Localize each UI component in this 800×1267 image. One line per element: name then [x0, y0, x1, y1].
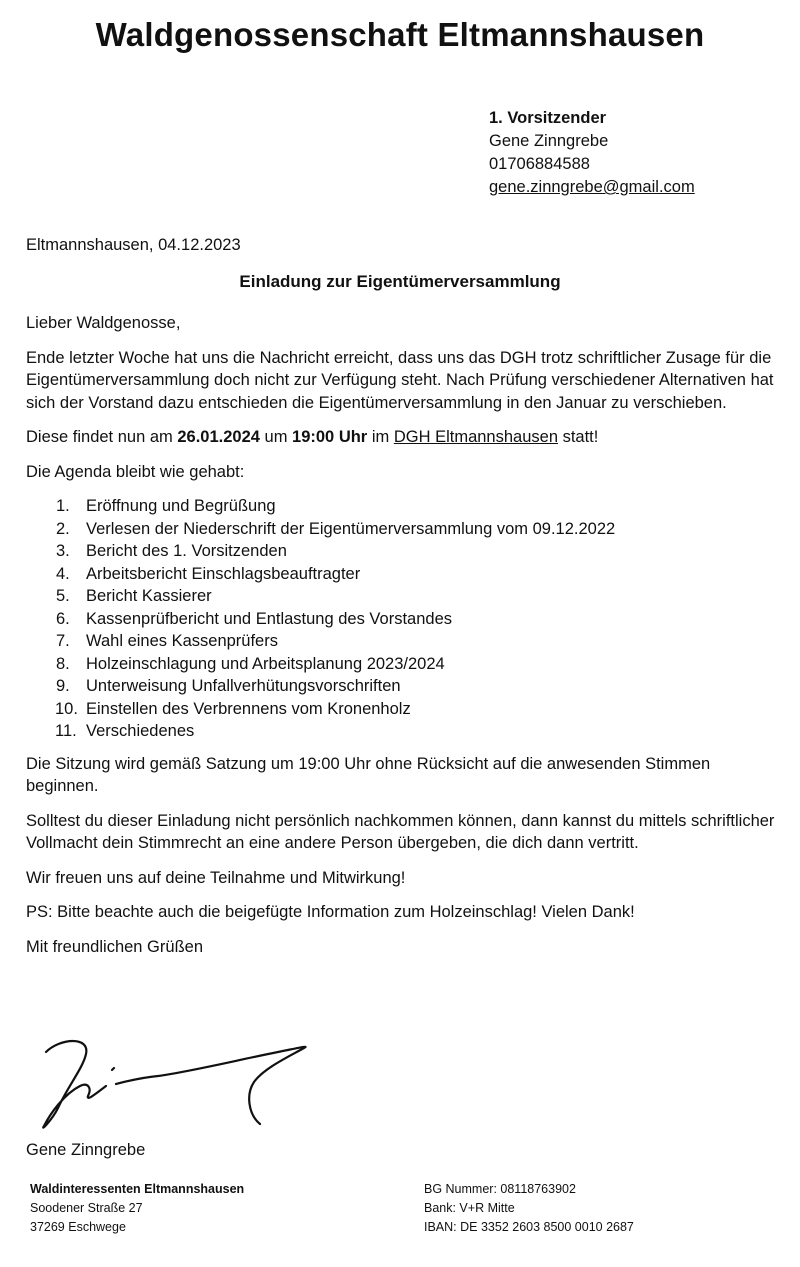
- paragraph-proxy: Solltest du dieser Einladung nicht persönlich nachkommen können, dann kannst du mittels schriftlicher Vollmacht dein Stimmrecht an eine andere Person übergeben, die dich dann vertritt.: [26, 811, 775, 852]
- paragraph-new-date: [26, 426, 776, 449]
- agenda-item-text: Holzeinschlagung und Arbeitsplanung 2023/2024: [86, 654, 445, 673]
- agenda-item-number: 4.: [56, 564, 70, 583]
- agenda-item: [26, 608, 776, 631]
- agenda-item-text: Wahl eines Kassenprüfers: [86, 632, 278, 650]
- postscript: PS: Bitte beachte auch die beigefügte Information zum Holzeinschlag! Vielen Dank!: [26, 903, 635, 921]
- agenda-item: [26, 630, 776, 653]
- agenda-item-number: 2.: [56, 519, 70, 538]
- footer-address: [30, 1180, 244, 1237]
- contact-role: 1. Vorsitzender: [489, 109, 607, 127]
- footer-bg-number: BG Nummer: 08118763902: [424, 1182, 576, 1196]
- contact-name: Gene Zinngrebe: [489, 132, 609, 150]
- agenda-item: [26, 698, 776, 721]
- paragraph-postponement: Ende letzter Woche hat uns die Nachricht erreicht, dass uns das DGH trotz schriftlicher Zusage für die Eigentümerversammlung doch nicht zur Verfügung steht. Nach Prüfung verschiedener Alternativen hat sich der Vorstand dazu entschieden die Eigentümerversammlung in den Januar zu verschieben.: [26, 348, 774, 412]
- agenda-item-number: 3.: [56, 542, 70, 560]
- agenda-item: [26, 495, 776, 518]
- agenda-item-text: Bericht Kassierer: [86, 587, 212, 605]
- handwritten-signature: [28, 1030, 328, 1140]
- meeting-place: DGH Eltmannshausen: [393, 428, 558, 446]
- agenda-item-number: 9.: [56, 677, 70, 695]
- agenda-item-text: Kassenprüfbericht und Entlastung des Vorstandes: [86, 609, 452, 628]
- agenda-item-number: 11.: [55, 722, 77, 740]
- footer-city: 37269 Eschwege: [30, 1220, 126, 1234]
- footer-org-name: Waldinteressenten Eltmannshausen: [30, 1182, 245, 1196]
- agenda-item-number: 1.: [56, 497, 70, 515]
- agenda-intro: Die Agenda bleibt wie gehabt:: [26, 462, 245, 481]
- text-segment: um: [259, 428, 293, 446]
- agenda-item: [26, 720, 776, 743]
- contact-email-link[interactable]: gene.zinngrebe@gmail.com: [489, 178, 695, 196]
- agenda-item-number: 6.: [56, 609, 70, 628]
- agenda-item: [26, 540, 776, 563]
- footer-street: Soodener Straße 27: [30, 1201, 143, 1215]
- greeting: Lieber Waldgenosse,: [26, 314, 181, 332]
- text-segment: im: [367, 428, 394, 446]
- agenda-item-text: Arbeitsbericht Einschlagsbeauftragter: [86, 564, 361, 583]
- agenda-item-number: 5.: [56, 587, 70, 605]
- agenda-item-text: Einstellen des Verbrennens vom Kronenholz: [86, 699, 411, 718]
- text-segment: Diese findet nun am: [26, 428, 178, 446]
- meeting-date: 26.01.2024: [177, 428, 260, 446]
- letter-subject: Einladung zur Eigentümerversammlung: [239, 272, 561, 291]
- agenda-item-text: Unterweisung Unfallverhütungsvorschriften: [86, 677, 401, 695]
- place-date: Eltmannshausen, 04.12.2023: [26, 236, 241, 254]
- footer-bank-info: [424, 1180, 634, 1237]
- agenda-item: [26, 518, 776, 541]
- agenda-item-text: Bericht des 1. Vorsitzenden: [86, 542, 287, 560]
- contact-block: [489, 107, 695, 199]
- letter-body: [26, 312, 776, 970]
- agenda-item-number: 8.: [56, 654, 70, 673]
- agenda-list: [26, 495, 776, 743]
- agenda-item-number: 10.: [55, 699, 78, 718]
- text-segment: statt!: [558, 428, 599, 446]
- signer-name: Gene Zinngrebe: [26, 1141, 146, 1159]
- agenda-item-text: Verlesen der Niederschrift der Eigentümerversammlung vom 09.12.2022: [86, 519, 616, 538]
- meeting-time: 19:00 Uhr: [292, 428, 368, 446]
- agenda-item-text: Eröffnung und Begrüßung: [86, 497, 276, 515]
- agenda-item: [26, 653, 776, 676]
- footer-iban: IBAN: DE 3352 2603 8500 0010 2687: [424, 1220, 634, 1234]
- agenda-item-text: Verschiedenes: [86, 722, 195, 740]
- footer-bank: Bank: V+R Mitte: [424, 1201, 515, 1215]
- organization-title: Waldgenossenschaft Eltmannshausen: [95, 16, 705, 53]
- agenda-item-number: 7.: [56, 632, 70, 650]
- paragraph-thanks: Wir freuen uns auf deine Teilnahme und Mitwirkung!: [26, 868, 406, 887]
- closing: Mit freundlichen Grüßen: [26, 937, 203, 956]
- agenda-item: [26, 563, 776, 586]
- contact-phone: 01706884588: [489, 155, 590, 173]
- agenda-item: [26, 585, 776, 608]
- paragraph-start-time: Die Sitzung wird gemäß Satzung um 19:00 Uhr ohne Rücksicht auf die anwesenden Stimmen beginnen.: [26, 754, 711, 795]
- agenda-item: [26, 675, 776, 698]
